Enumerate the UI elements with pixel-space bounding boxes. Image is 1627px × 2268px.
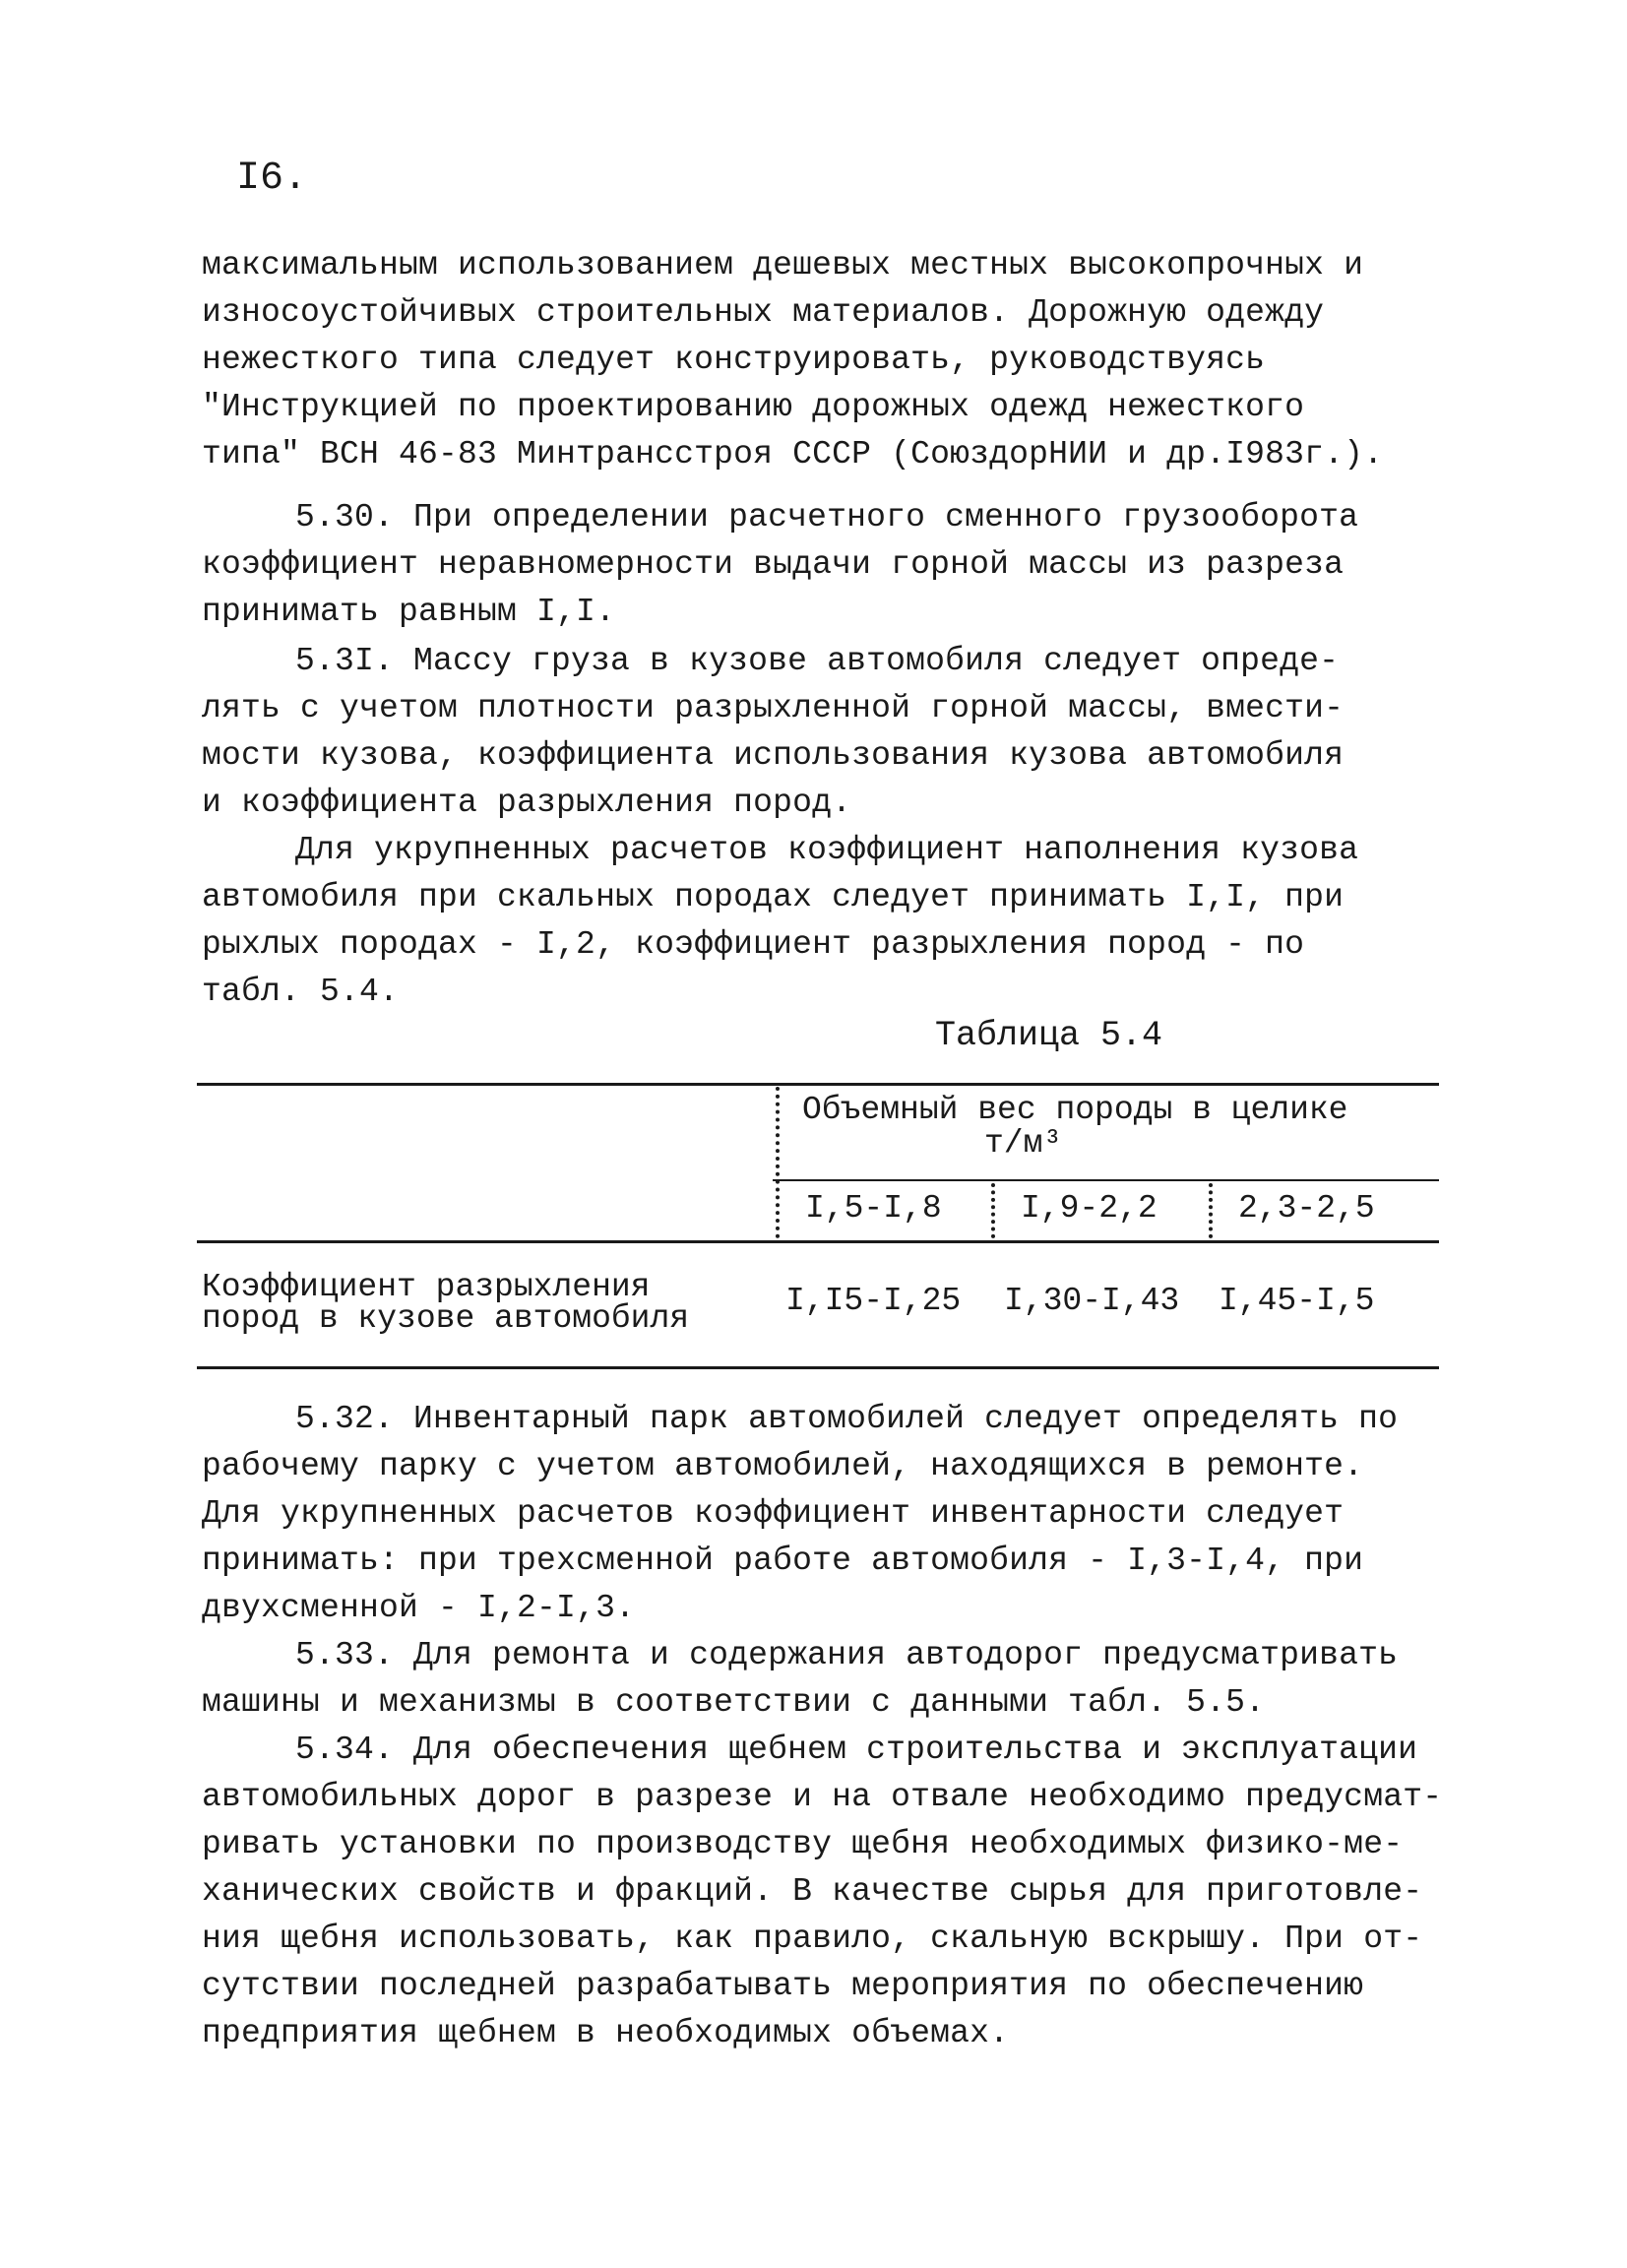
text-line: 5.32. Инвентарный парк автомобилей следует определять по bbox=[295, 1401, 1399, 1437]
table-cell: I,I5-I,25 bbox=[785, 1283, 962, 1319]
text-line: типа" ВСН 46-83 Минтрансстроя СССР (СоюздорНИИ и др.I983г.). bbox=[202, 436, 1384, 472]
column-divider bbox=[991, 1183, 995, 1238]
paragraph-5-31 bbox=[202, 638, 1427, 827]
text-line: Для укрупненных расчетов коэффициент инвентарности следует bbox=[202, 1495, 1345, 1532]
text-line: "Инструкцией по проектированию дорожных одежд нежесткого bbox=[202, 389, 1305, 425]
table-bottom-rule bbox=[197, 1366, 1439, 1369]
table-header-bottom-rule bbox=[197, 1240, 1439, 1243]
text-line: нежесткого типа следует конструировать, руководствуясь bbox=[202, 342, 1266, 378]
table-column-header: I,9-2,2 bbox=[1021, 1190, 1158, 1227]
text-line: и коэффициента разрыхления пород. bbox=[202, 785, 852, 821]
text-line: максимальным использованием дешевых местных высокопрочных и bbox=[202, 247, 1364, 284]
paragraph-5-33 bbox=[202, 1632, 1427, 1727]
paragraph-5-34 bbox=[202, 1727, 1443, 2057]
text-line: машины и механизмы в соответствии с данными табл. 5.5. bbox=[202, 1684, 1266, 1721]
text-line: 5.34. Для обеспечения щебнем строительства и эксплуатации bbox=[295, 1732, 1418, 1768]
text-line: рабочему парку с учетом автомобилей, находящихся в ремонте. bbox=[202, 1448, 1364, 1484]
text-line: принимать равным I,I. bbox=[202, 594, 616, 630]
text-line: сутствии последней разрабатывать мероприятия по обеспечению bbox=[202, 1968, 1364, 2004]
table-header-unit: т/м³ bbox=[984, 1125, 1063, 1162]
paragraph-5-32 bbox=[202, 1396, 1427, 1632]
table-column-header: I,5-I,8 bbox=[805, 1190, 942, 1227]
column-divider bbox=[1209, 1183, 1213, 1238]
text-line: табл. 5.4. bbox=[202, 974, 400, 1010]
text-line: Для укрупненных расчетов коэффициент наполнения кузова bbox=[295, 832, 1359, 868]
table-row-label: Коэффициент разрыхления bbox=[202, 1269, 651, 1305]
paragraph-continuation bbox=[202, 242, 1427, 478]
text-line: коэффициент неравномерности выдачи горной массы из разреза bbox=[202, 546, 1345, 583]
page-number: I6. bbox=[236, 157, 308, 201]
text-line: предприятия щебнем в необходимых объемах. bbox=[202, 2015, 1010, 2051]
text-line: лять с учетом плотности разрыхленной горной массы, вмести- bbox=[202, 690, 1345, 726]
paragraph-5-30 bbox=[202, 494, 1427, 636]
text-line: ривать установки по производству щебня необходимых физико-ме- bbox=[202, 1826, 1404, 1862]
text-line: ния щебня использовать, как правило, скальную вскрышу. При от- bbox=[202, 1921, 1423, 1957]
table-cell: I,45-I,5 bbox=[1219, 1283, 1375, 1319]
text-line: двухсменной - I,2-I,3. bbox=[202, 1590, 636, 1626]
text-line: мости кузова, коэффициента использования кузова автомобиля bbox=[202, 737, 1345, 774]
table-header-group: Объемный вес породы в целике bbox=[802, 1092, 1348, 1128]
table-row-label: пород в кузове автомобиля bbox=[202, 1300, 690, 1337]
table-column-header: 2,3-2,5 bbox=[1238, 1190, 1375, 1227]
table-cell: I,30-I,43 bbox=[1004, 1283, 1180, 1319]
text-line: 5.33. Для ремонта и содержания автодорог предусматривать bbox=[295, 1637, 1399, 1673]
text-line: автомобиля при скальных породах следует принимать I,I, при bbox=[202, 879, 1345, 915]
paragraph-coarse-calculations bbox=[202, 827, 1427, 1016]
text-line: принимать: при трехсменной работе автомобиля - I,3-I,4, при bbox=[202, 1543, 1364, 1579]
table-top-rule bbox=[197, 1083, 1439, 1086]
text-line: ханических свойств и фракций. В качестве сырья для приготовле- bbox=[202, 1873, 1423, 1910]
text-line: рыхлых породах - I,2, коэффициент разрыхления пород - по bbox=[202, 926, 1305, 963]
table-caption: Таблица 5.4 bbox=[935, 1016, 1163, 1055]
text-line: износоустойчивых строительных материалов. Дорожную одежду bbox=[202, 294, 1325, 331]
table-header-divider bbox=[773, 1179, 1439, 1181]
text-line: автомобильных дорог в разрезе и на отвале необходимо предусмат- bbox=[202, 1779, 1443, 1815]
text-line: 5.3I. Массу груза в кузове автомобиля следует опреде- bbox=[295, 643, 1340, 679]
column-divider bbox=[776, 1087, 780, 1238]
text-line: 5.30. При определении расчетного сменного грузооборота bbox=[295, 499, 1359, 536]
